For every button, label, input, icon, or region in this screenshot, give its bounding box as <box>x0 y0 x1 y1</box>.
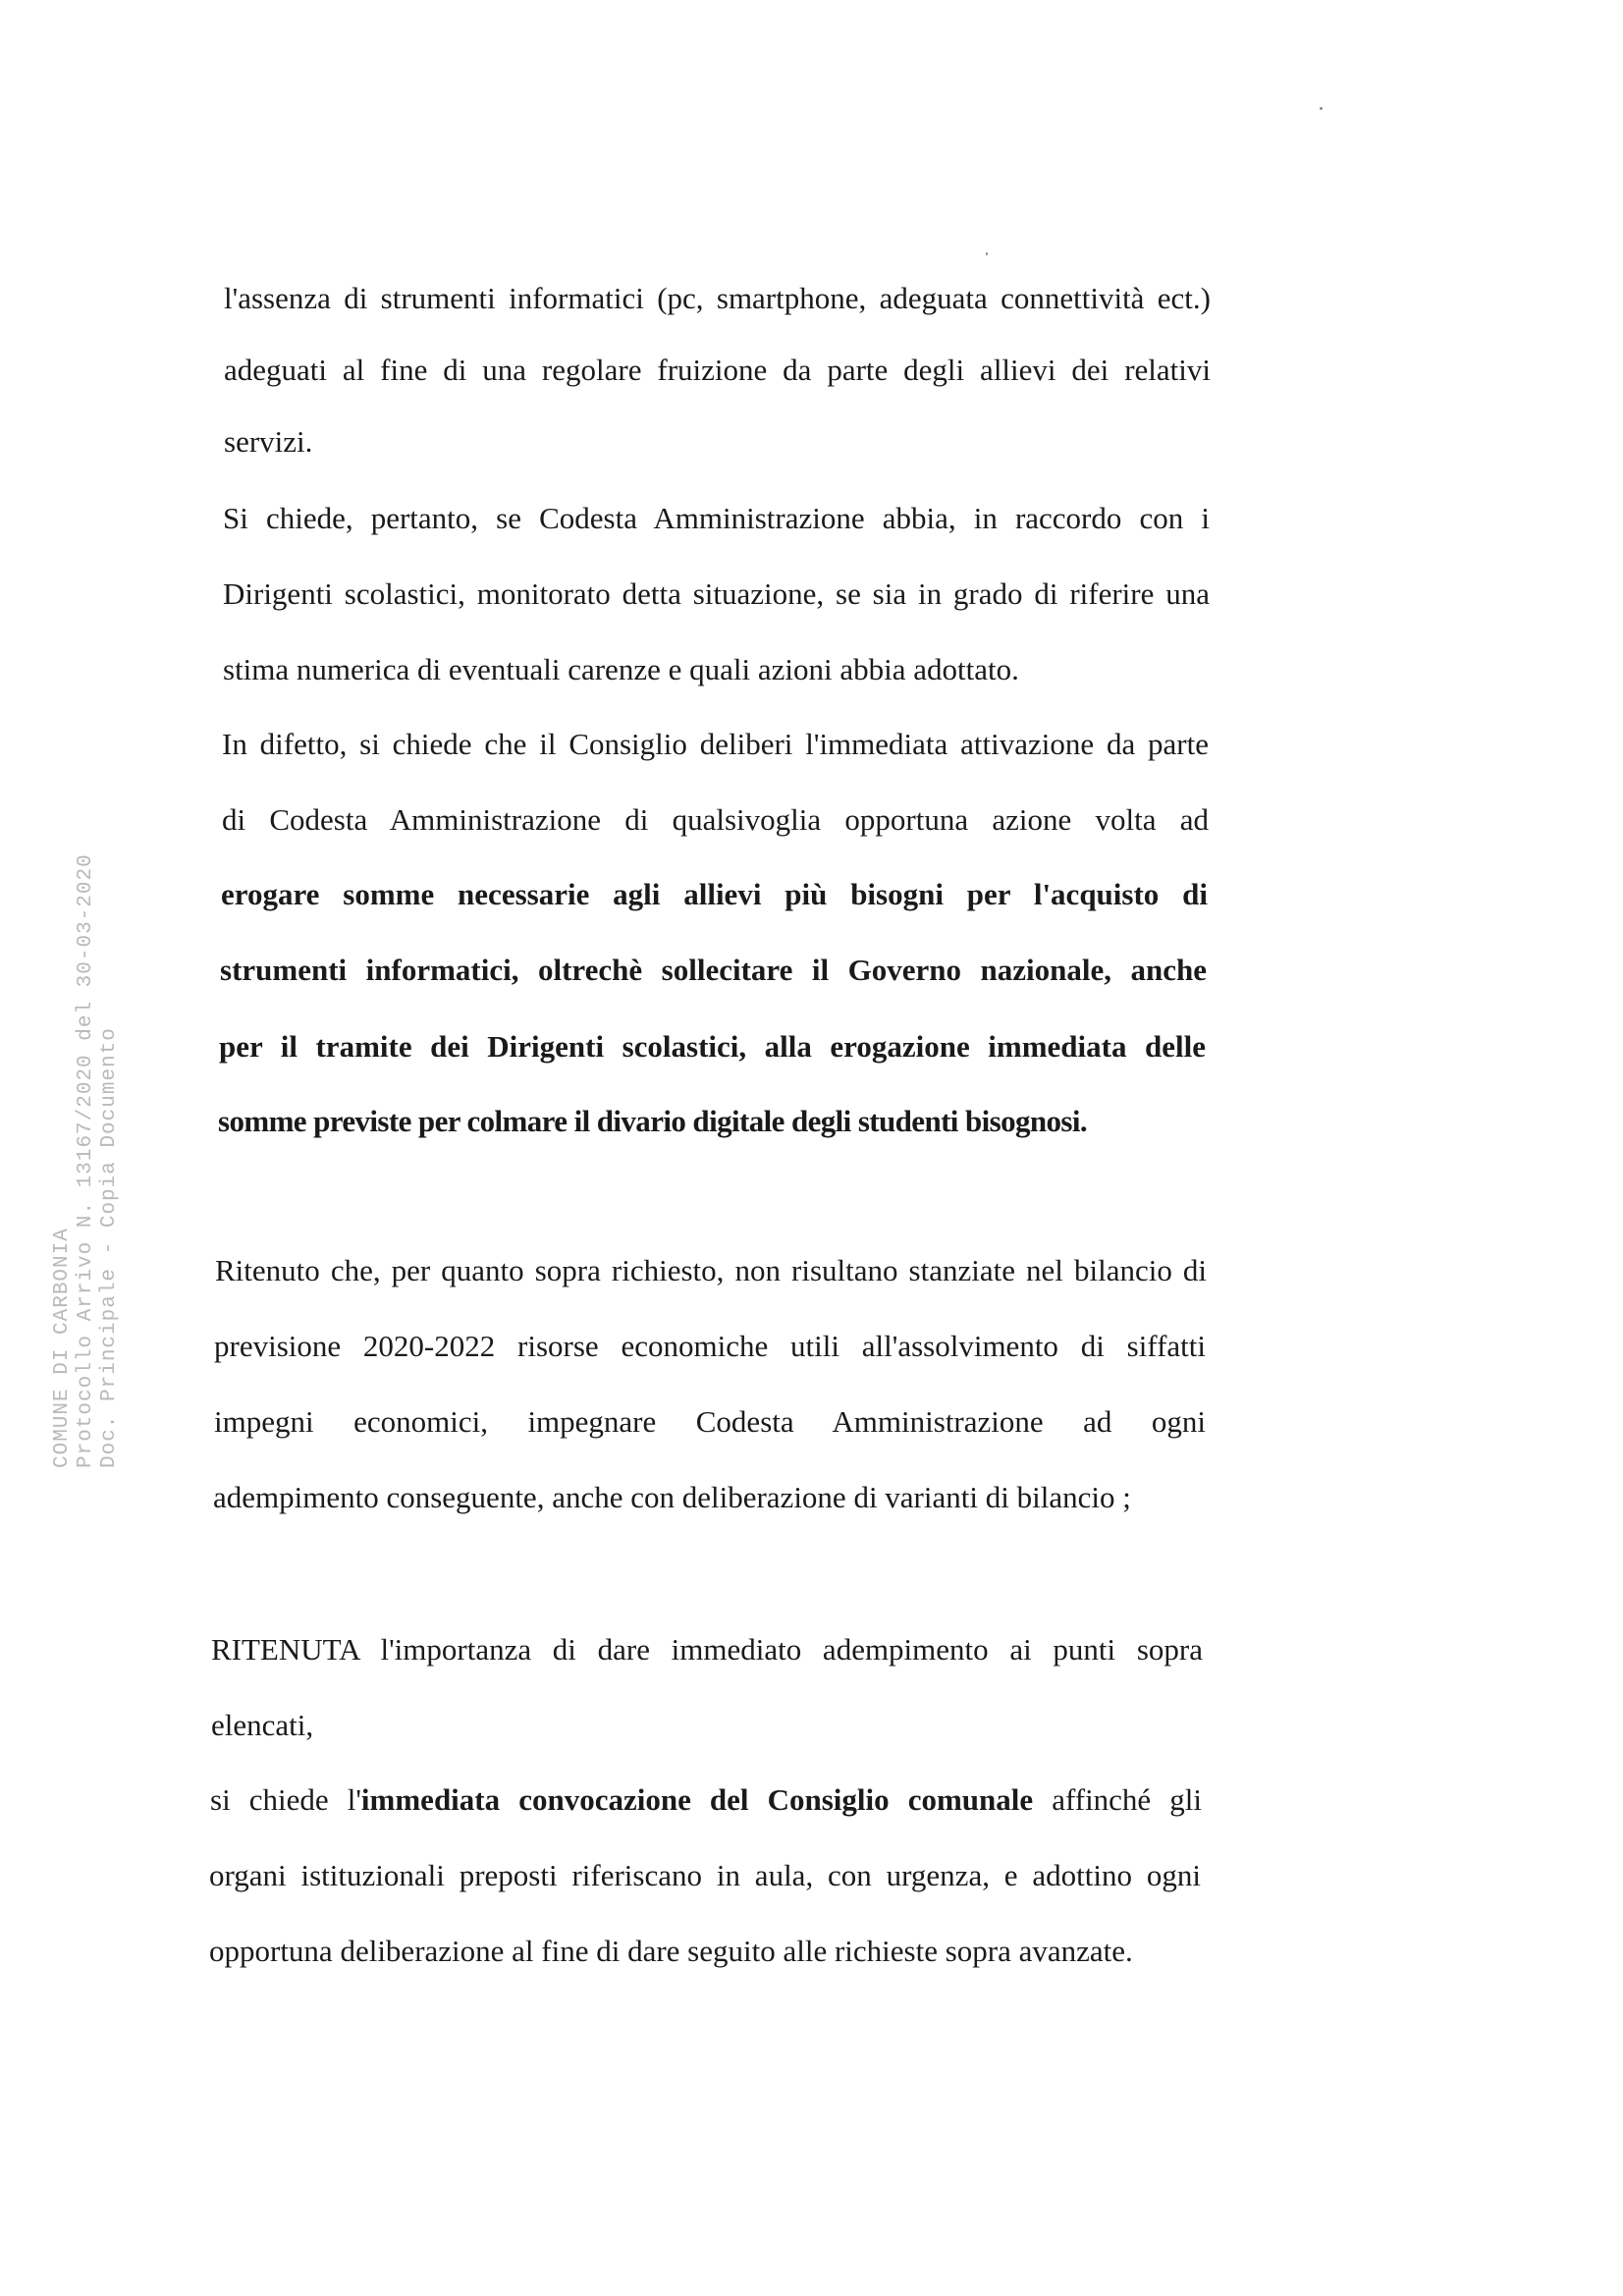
bold-text-line: erogare somme necessarie agli allievi più bisogni per l'acquisto di <box>221 877 1208 911</box>
scan-speck <box>1320 107 1323 110</box>
bold-text-line: per il tramite dei Dirigenti scolastici, alla erogazione immediata delle <box>219 1029 1206 1064</box>
scan-speck <box>986 252 988 255</box>
text-line: Dirigenti scolastici, monitorato detta situazione, se sia in grado di riferire una <box>223 576 1210 611</box>
text-line: l'assenza di strumenti informatici (pc, smartphone, adeguata connettività ect.) <box>224 281 1211 315</box>
text-line: impegni economici, impegnare Codesta Amministrazione ad ogni <box>214 1404 1206 1439</box>
text-line: stima numerica di eventuali carenze e quali azioni abbia adottato. <box>223 652 1019 686</box>
text-line-mixed <box>210 1784 1202 1824</box>
text-line: Si chiede, pertanto, se Codesta Amministrazione abbia, in raccordo con i <box>223 501 1210 535</box>
text-line: Ritenuto che, per quanto sopra richiesto, non risultano stanziate nel bilancio di <box>215 1253 1207 1287</box>
text-line: In difetto, si chiede che il Consiglio deliberi l'immediata attivazione da parte <box>222 727 1209 761</box>
text-line: di Codesta Amministrazione di qualsivoglia opportuna azione volta ad <box>222 802 1209 837</box>
text-run: affinché gli <box>1033 1782 1202 1817</box>
watermark-line-1: COMUNE DI CARBONIA <box>51 1228 74 1468</box>
text-run: si chiede l' <box>210 1782 361 1817</box>
text-line: servizi. <box>224 424 313 459</box>
watermark-line-2: Protocollo Arrivo N. 13167/2020 del 30-03-2020 <box>75 853 97 1468</box>
bold-text-line: somme previste per colmare il divario digitale degli studenti bisognosi. <box>218 1104 1088 1138</box>
text-line: previsione 2020-2022 risorse economiche utili all'assolvimento di siffatti <box>214 1329 1206 1363</box>
bold-text-run: immediata convocazione del Consiglio comunale <box>360 1782 1034 1817</box>
text-line: adempimento conseguente, anche con deliberazione di varianti di bilancio ; <box>213 1480 1131 1514</box>
text-line: opportuna deliberazione al fine di dare seguito alle richieste sopra avanzate. <box>209 1934 1133 1968</box>
watermark-line-3: Doc. Principale - Copia Documento <box>98 1027 121 1468</box>
text-line: organi istituzionali preposti riferiscano in aula, con urgenza, e adottino ogni <box>209 1858 1201 1892</box>
text-line: elencati, <box>211 1708 314 1742</box>
bold-text-line: strumenti informatici, oltrechè sollecitare il Governo nazionale, anche <box>220 953 1207 987</box>
text-line: adeguati al fine di una regolare fruizione da parte degli allievi dei relativi <box>224 353 1211 387</box>
text-line: RITENUTA l'importanza di dare immediato adempimento ai punti sopra <box>211 1632 1203 1667</box>
